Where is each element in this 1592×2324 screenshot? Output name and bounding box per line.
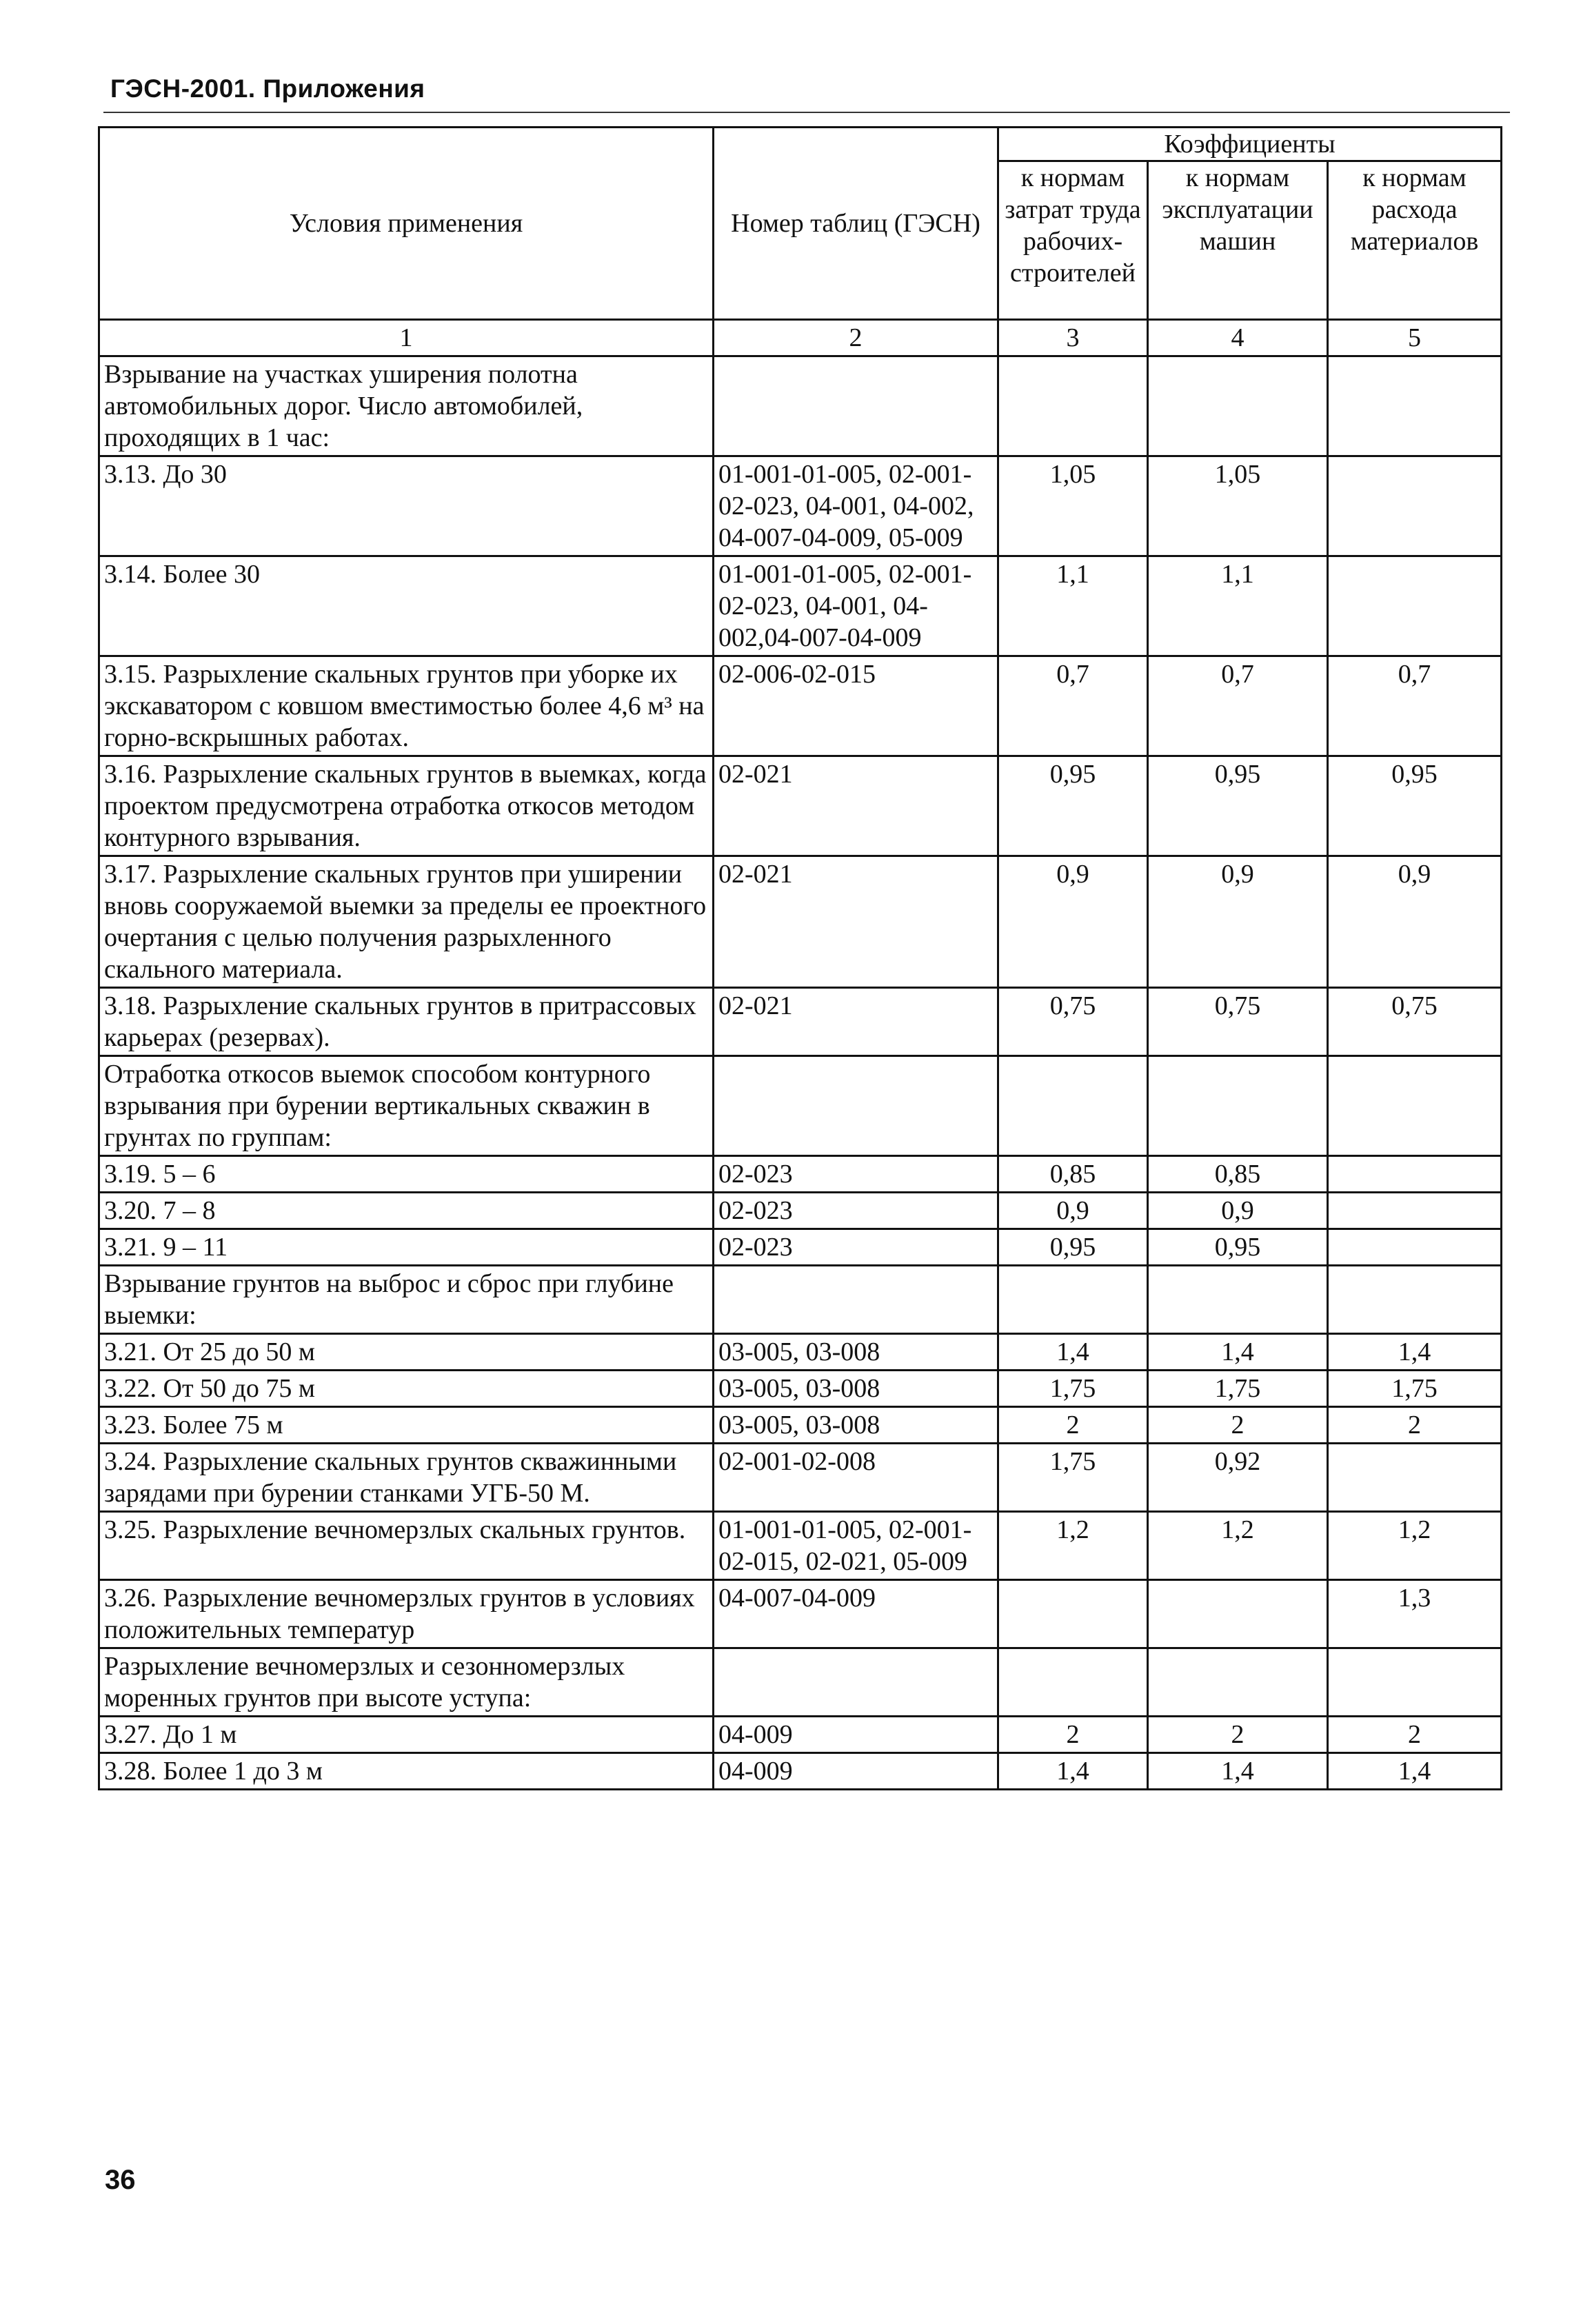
coef-machines-cell: 1,2 (1148, 1512, 1328, 1580)
coef-machines-cell (1148, 1056, 1328, 1156)
coef-labor-cell: 2 (998, 1407, 1148, 1444)
coef-labor-cell: 0,85 (998, 1156, 1148, 1193)
table-row (99, 1512, 1502, 1580)
col-header-machines: к нормам эксплуатации машин (1148, 161, 1328, 320)
table-row (99, 1717, 1502, 1753)
coef-labor-cell: 2 (998, 1717, 1148, 1753)
condition-cell: 3.21. От 25 до 50 м (99, 1334, 714, 1371)
table-row (99, 1444, 1502, 1512)
coef-materials-cell: 0,95 (1328, 756, 1502, 856)
coef-machines-cell: 1,4 (1148, 1753, 1328, 1790)
condition-cell: 3.28. Более 1 до 3 м (99, 1753, 714, 1790)
coef-materials-cell: 1,4 (1328, 1334, 1502, 1371)
header-rule (103, 112, 1510, 113)
table-row (99, 656, 1502, 756)
coef-machines-cell (1148, 1648, 1328, 1717)
table-row (99, 1193, 1502, 1229)
condition-cell: 3.22. От 50 до 75 м (99, 1371, 714, 1407)
table-number-cell: 02-023 (714, 1156, 998, 1193)
coef-machines-cell: 0,92 (1148, 1444, 1328, 1512)
coef-machines-cell: 0,95 (1148, 756, 1328, 856)
table-number-cell (714, 1648, 998, 1717)
table-row (99, 856, 1502, 988)
table-number-cell: 01-001-01-005, 02-001-02-023, 04-001, 04-002,04-007-04-009 (714, 556, 998, 656)
coef-materials-cell: 2 (1328, 1717, 1502, 1753)
column-number: 1 (99, 320, 714, 356)
column-number-row (99, 320, 1502, 356)
coef-machines-cell (1148, 356, 1328, 456)
condition-cell: 3.24. Разрыхление скальных грунтов скважинными зарядами при бурении станками УГБ-50 М. (99, 1444, 714, 1512)
condition-cell: 3.26. Разрыхление вечномерзлых грунтов в условиях положительных температур (99, 1580, 714, 1648)
coef-labor-cell: 0,95 (998, 756, 1148, 856)
table-number-cell (714, 1266, 998, 1334)
coef-materials-cell: 0,9 (1328, 856, 1502, 988)
condition-cell: Отработка откосов выемок способом контурного взрывания при бурении вертикальных скважин в грунтах по группам: (99, 1056, 714, 1156)
column-number: 5 (1328, 320, 1502, 356)
coef-materials-cell (1328, 1156, 1502, 1193)
column-number: 4 (1148, 320, 1328, 356)
coef-machines-cell: 1,05 (1148, 456, 1328, 556)
coef-labor-cell: 1,75 (998, 1371, 1148, 1407)
table-row (99, 1580, 1502, 1648)
table-row (99, 556, 1502, 656)
col-header-coefficients: Коэффициенты (998, 128, 1502, 161)
column-number: 2 (714, 320, 998, 356)
coef-labor-cell: 0,95 (998, 1229, 1148, 1266)
table-number-cell: 03-005, 03-008 (714, 1407, 998, 1444)
coef-labor-cell (998, 1056, 1148, 1156)
col-header-table-numbers: Номер таблиц (ГЭСН) (714, 128, 998, 320)
coef-materials-cell (1328, 1648, 1502, 1717)
coef-machines-cell: 0,7 (1148, 656, 1328, 756)
condition-cell: 3.23. Более 75 м (99, 1407, 714, 1444)
table-row (99, 456, 1502, 556)
coef-machines-cell: 0,85 (1148, 1156, 1328, 1193)
condition-cell: 3.17. Разрыхление скальных грунтов при уширении вновь сооружаемой выемки за пределы ее проектного очертания с целью получения разрыхленного скального материала. (99, 856, 714, 988)
table-number-cell: 03-005, 03-008 (714, 1371, 998, 1407)
header-row-1 (99, 128, 1502, 161)
coef-machines-cell: 0,95 (1148, 1229, 1328, 1266)
table-row (99, 756, 1502, 856)
table-number-cell: 02-021 (714, 988, 998, 1056)
coef-machines-cell: 0,9 (1148, 1193, 1328, 1229)
condition-cell: 3.15. Разрыхление скальных грунтов при уборке их экскаватором с ковшом вместимостью более 4,6 м³ на горно-вскрышных работах. (99, 656, 714, 756)
table-row (99, 1056, 1502, 1156)
coef-labor-cell (998, 1648, 1148, 1717)
coef-machines-cell: 2 (1148, 1717, 1328, 1753)
condition-cell: 3.27. До 1 м (99, 1717, 714, 1753)
table-body (99, 356, 1502, 1790)
condition-cell: Разрыхление вечномерзлых и сезонномерзлых моренных грунтов при высоте уступа: (99, 1648, 714, 1717)
table-number-cell: 03-005, 03-008 (714, 1334, 998, 1371)
table-number-cell: 02-023 (714, 1229, 998, 1266)
col-header-materials: к нормам расхода материалов (1328, 161, 1502, 320)
table-row (99, 1407, 1502, 1444)
coef-labor-cell (998, 1580, 1148, 1648)
condition-cell: 3.18. Разрыхление скальных грунтов в притрассовых карьерах (резервах). (99, 988, 714, 1056)
coef-machines-cell: 1,1 (1148, 556, 1328, 656)
table-row (99, 1648, 1502, 1717)
coef-materials-cell (1328, 1193, 1502, 1229)
coef-machines-cell: 1,75 (1148, 1371, 1328, 1407)
condition-cell: 3.14. Более 30 (99, 556, 714, 656)
coef-labor-cell: 1,1 (998, 556, 1148, 656)
coef-labor-cell: 0,75 (998, 988, 1148, 1056)
coef-machines-cell (1148, 1580, 1328, 1648)
table-row (99, 988, 1502, 1056)
table-number-cell: 01-001-01-005, 02-001-02-015, 02-021, 05-009 (714, 1512, 998, 1580)
table-number-cell: 01-001-01-005, 02-001-02-023, 04-001, 04-002, 04-007-04-009, 05-009 (714, 456, 998, 556)
running-header: ГЭСН-2001. Приложения (110, 74, 425, 103)
coef-machines-cell (1148, 1266, 1328, 1334)
table-row (99, 356, 1502, 456)
coef-machines-cell: 0,75 (1148, 988, 1328, 1056)
coef-labor-cell: 1,4 (998, 1334, 1148, 1371)
coef-machines-cell: 1,4 (1148, 1334, 1328, 1371)
column-number: 3 (998, 320, 1148, 356)
table-row (99, 1371, 1502, 1407)
condition-cell: 3.25. Разрыхление вечномерзлых скальных грунтов. (99, 1512, 714, 1580)
coef-materials-cell: 1,75 (1328, 1371, 1502, 1407)
table-row (99, 1229, 1502, 1266)
table-number-cell: 02-006-02-015 (714, 656, 998, 756)
coef-labor-cell: 0,7 (998, 656, 1148, 756)
table-row (99, 1266, 1502, 1334)
coef-materials-cell (1328, 556, 1502, 656)
condition-cell: 3.16. Разрыхление скальных грунтов в выемках, когда проектом предусмотрена отработка откосов методом контурного взрывания. (99, 756, 714, 856)
coef-materials-cell (1328, 1444, 1502, 1512)
coef-materials-cell (1328, 1266, 1502, 1334)
coef-labor-cell (998, 1266, 1148, 1334)
coef-labor-cell: 1,75 (998, 1444, 1148, 1512)
table-number-cell (714, 1056, 998, 1156)
coef-materials-cell (1328, 1056, 1502, 1156)
coef-materials-cell: 2 (1328, 1407, 1502, 1444)
col-header-labor: к нормам затрат труда рабочих-строителей (998, 161, 1148, 320)
table-row (99, 1334, 1502, 1371)
table-number-cell: 04-009 (714, 1717, 998, 1753)
table-number-cell: 04-009 (714, 1753, 998, 1790)
coef-materials-cell: 1,2 (1328, 1512, 1502, 1580)
coef-materials-cell: 0,75 (1328, 988, 1502, 1056)
table-number-cell: 02-021 (714, 856, 998, 988)
coef-labor-cell: 0,9 (998, 856, 1148, 988)
coef-labor-cell: 1,4 (998, 1753, 1148, 1790)
table-row (99, 1156, 1502, 1193)
condition-cell: Взрывание на участках уширения полотна автомобильных дорог. Число автомобилей, проходящих в 1 час: (99, 356, 714, 456)
coef-labor-cell: 0,9 (998, 1193, 1148, 1229)
coef-machines-cell: 0,9 (1148, 856, 1328, 988)
condition-cell: 3.13. До 30 (99, 456, 714, 556)
table-number-cell: 04-007-04-009 (714, 1580, 998, 1648)
coef-materials-cell (1328, 456, 1502, 556)
coef-materials-cell: 0,7 (1328, 656, 1502, 756)
condition-cell: 3.20. 7 – 8 (99, 1193, 714, 1229)
table-number-cell: 02-023 (714, 1193, 998, 1229)
coef-materials-cell: 1,3 (1328, 1580, 1502, 1648)
table-number-cell: 02-021 (714, 756, 998, 856)
page-number: 36 (105, 2165, 136, 2195)
table-number-cell: 02-001-02-008 (714, 1444, 998, 1512)
coef-labor-cell: 1,05 (998, 456, 1148, 556)
coef-labor-cell (998, 356, 1148, 456)
condition-cell: 3.21. 9 – 11 (99, 1229, 714, 1266)
table-number-cell (714, 356, 998, 456)
condition-cell: 3.19. 5 – 6 (99, 1156, 714, 1193)
coefficients-table (98, 126, 1502, 1790)
table-row (99, 1753, 1502, 1790)
coef-labor-cell: 1,2 (998, 1512, 1148, 1580)
coef-machines-cell: 2 (1148, 1407, 1328, 1444)
coef-materials-cell: 1,4 (1328, 1753, 1502, 1790)
coef-materials-cell (1328, 1229, 1502, 1266)
condition-cell: Взрывание грунтов на выброс и сброс при глубине выемки: (99, 1266, 714, 1334)
col-header-conditions: Условия применения (99, 128, 714, 320)
coef-materials-cell (1328, 356, 1502, 456)
